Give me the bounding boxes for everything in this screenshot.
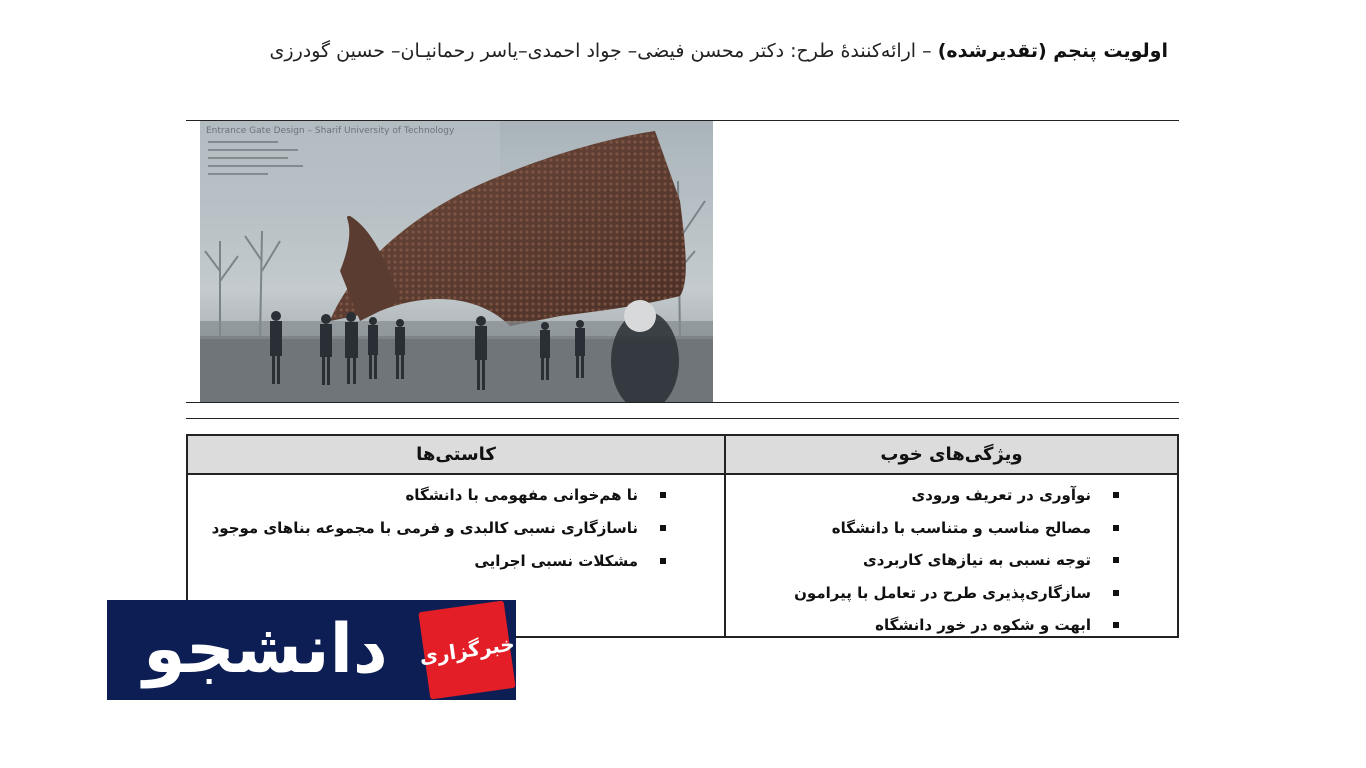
list-item: نا هم‌خوانی مفهومی با دانشگاه: [188, 479, 724, 512]
pavilion-image: [200, 121, 713, 402]
list-item: ناسازگاری نسبی کالبدی و فرمی با مجموعه بناهای موجود: [188, 512, 724, 545]
strengths-column: [724, 436, 1177, 636]
strengths-list: [726, 475, 1177, 642]
strengths-heading: ویژگی‌های خوب: [726, 436, 1177, 475]
page-heading: [188, 34, 1168, 68]
logo-wordmark: دانشجو: [143, 610, 388, 689]
weaknesses-heading: کاستی‌ها: [188, 436, 724, 475]
list-item: نوآوری در تعریف ورودی: [726, 479, 1177, 512]
heading-presenters: – ارائه‌کنندهٔ طرح: دکتر محسن فیضی– جواد احمدی–یاسر رحمانیـان– حسین گودرزی: [269, 40, 932, 62]
logo-badge: خبرگزاری: [418, 600, 515, 699]
design-photo: [200, 121, 713, 402]
section-rule: [186, 418, 1179, 419]
news-agency-logo: [107, 600, 516, 700]
list-item: سازگاری‌پذیری طرح در تعامل با پیرامون: [726, 577, 1177, 610]
list-item: ابهت و شکوه در خور دانشگاه: [726, 609, 1177, 642]
photo-bottom-rule: [186, 402, 1179, 403]
list-item: توجه نسبی به نیازهای کاربردی: [726, 544, 1177, 577]
heading-bold: اولویت پنجم (تقدیرشده): [937, 40, 1168, 62]
list-item: مصالح مناسب و متناسب با دانشگاه: [726, 512, 1177, 545]
photo-caption: Entrance Gate Design – Sharif University of Technology: [206, 126, 455, 136]
list-item: مشکلات نسبی اجرایی: [188, 545, 724, 578]
weaknesses-list: [188, 475, 724, 578]
